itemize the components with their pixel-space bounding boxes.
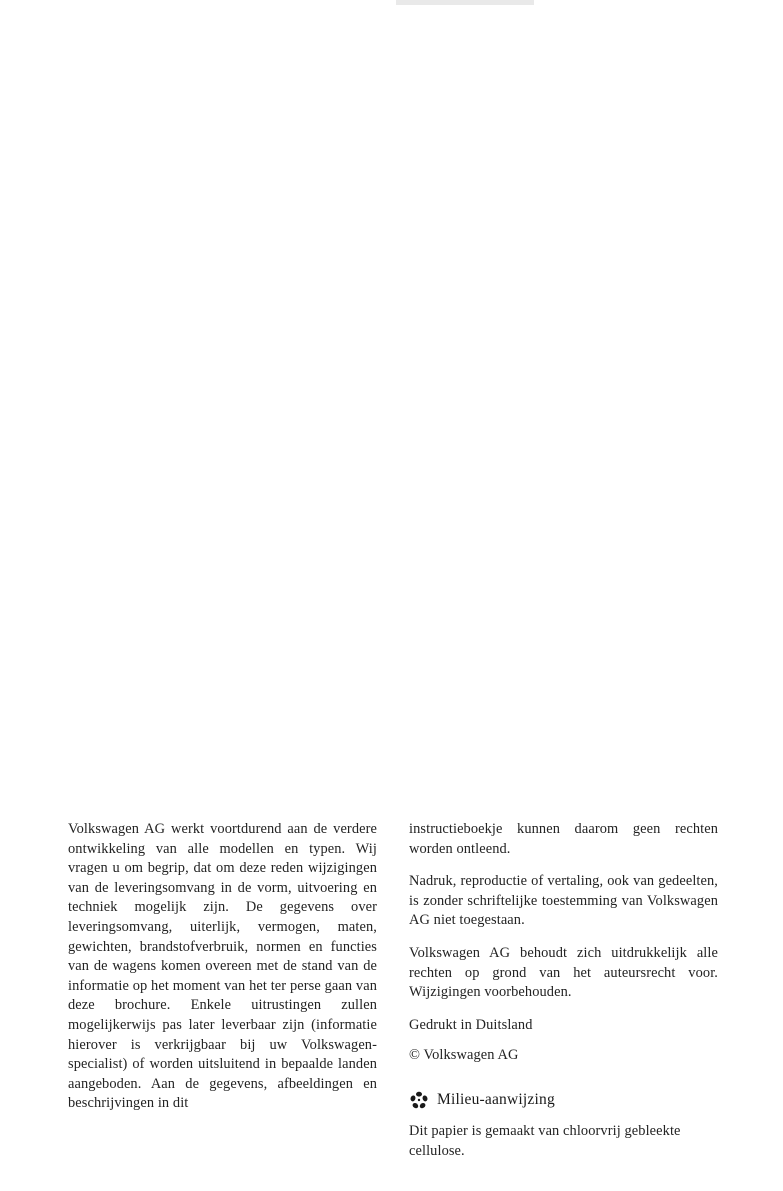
flower-recycling-icon bbox=[409, 1090, 429, 1110]
reproduction-paragraph: Nadruk, reproductie of vertaling, ook van gedeelten, is zonder schriftelijke toestemming van Volkswagen AG niet toegestaan. bbox=[409, 873, 718, 929]
printed-in-line: Gedrukt in Duitsland bbox=[409, 1016, 533, 1033]
copyright-line: © Volkswagen AG bbox=[409, 1047, 519, 1064]
environment-notice-title: Milieu-aanwijzing bbox=[437, 1090, 555, 1108]
copyright-rights-paragraph: Volkswagen AG behoudt zich uitdrukkelijk alle rechten op grond van het auteursrecht voor. Wijzigingen voorbehouden. bbox=[409, 944, 718, 1001]
disclaimer-continuation-paragraph: instructieboekje kunnen daarom geen rechten worden ontleend. bbox=[409, 821, 718, 857]
disclaimer-paragraph: Volkswagen AG werkt voortdurend aan de verdere ontwikkeling van alle modellen en typen. Wij vragen u om begrip, dat om deze reden wijzigingen van de leveringsomvang in de vorm, uitvoering en techniek mogelijk zijn. De gegevens over leveringsomvang, uiterlijk, vermogen, maten, gewichten, brandstofverbruik, normen en functies van de wagens komen overeen met de stand van de informatie op het moment van het ter perse gaan van deze brochure. Enkele uitrustingen zullen mogelijkerwijs pas later leverbaar zijn (informatie hierover is verkrijgbaar bij uw Volkswagen-specialist) of worden uitsluitend in bepaalde landen aangeboden. Aan de gegevens, afbeeldingen en beschrijvingen in dit bbox=[68, 821, 377, 1112]
colophon-right-column bbox=[409, 820, 718, 1161]
scan-artifact bbox=[396, 0, 534, 5]
environment-notice-heading bbox=[409, 1090, 718, 1110]
colophon-left-column bbox=[68, 820, 377, 1161]
colophon-section bbox=[68, 820, 718, 1161]
environment-notice-text: Dit papier is gemaakt van chloorvrij gebleekte cellulose. bbox=[409, 1122, 681, 1159]
